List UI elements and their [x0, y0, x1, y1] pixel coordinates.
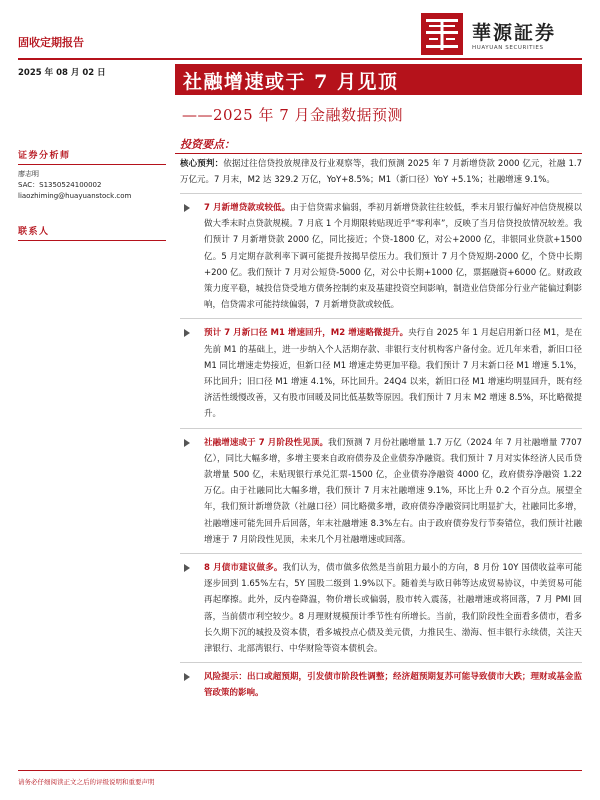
key-points-rule — [175, 153, 582, 154]
bullet-highlight: 8 月债市建议做多。 — [204, 563, 283, 574]
header-rule — [18, 58, 582, 60]
bullet-item — [180, 560, 582, 657]
logo-icon — [420, 12, 464, 56]
risk-highlight: 风险提示：出口或超预期，引发债市阶段性调整；经济超预期复苏可能导致债市大跌；理财或基金监管政策的影响。 — [204, 672, 582, 699]
analyst-rule — [18, 164, 166, 165]
analyst-label: 证券分析师 — [18, 151, 71, 161]
bullet-arrow-icon — [184, 673, 190, 681]
analyst-name: 廖志明 — [18, 170, 39, 178]
page-subtitle: ——2025 年 7 月金融数据预测 — [182, 106, 404, 124]
separator — [180, 193, 582, 194]
separator — [180, 428, 582, 429]
core-lead: 核心预判： — [180, 159, 224, 169]
bullet-arrow-icon — [184, 204, 190, 212]
bullet-item — [180, 325, 582, 422]
bullet-highlight: 社融增速或于 7 月阶段性见顶。 — [204, 437, 329, 448]
title-bar — [175, 64, 582, 95]
bullet-text: 我们预测 7 月份社融增量 1.7 万亿（2024 年 7 月社融增量 7707 亿），同比大幅多增，多增主要来自政府债券及企业债券净融资。我们预计 7 月对实体经济人民币贷款增量 500 亿，未贴现银行承兑汇票-1500 亿，企业债券净融资 4000 亿，政府债券净融资 1.22 万亿。由于社融同比大幅多增，我们预计 7 月末社融增速 9.1%，环比上升 0.2 个百分点。展望全年，我们预计新增贷款（社融口径）同比略微多增，政府债券净融资同比明显扩大，社融同比多增，社融增速可能先回升后回落，年末社融增速 8.3%左右。由于政府债券发行节奏错位，我们预计社融增速于 7 月阶段性见顶，未来几个月社融增速或回落。 — [204, 437, 582, 545]
page-title: 社融增速或于 7 月见顶 — [183, 71, 399, 93]
bullet-arrow-icon — [184, 439, 190, 447]
bullet-highlight: 7 月新增贷款或较低。 — [204, 203, 291, 213]
core-text: 依据过往信贷投放规律及行业观察等，我们预测 2025 年 7 月新增贷款 2000 亿元，社融 1.7 万亿元。7 月末，M2 达 329.2 万亿，YoY+8.5%；M1（新口径）YoY +5.1%；社融增速 9.1%。 — [180, 159, 582, 185]
report-date: 2025 年 08 月 02 日 — [18, 68, 106, 78]
bullet-arrow-icon — [184, 564, 190, 572]
bullet-item — [180, 435, 582, 548]
brand — [420, 12, 580, 62]
risk-warning — [180, 669, 582, 701]
bullet-highlight: 预计 7 月新口径 M1 增速回升，M2 增速略微提升。 — [204, 328, 409, 339]
key-points-heading: 投资要点： — [180, 138, 235, 151]
brand-name-cn: 華源証券 — [472, 22, 557, 44]
footer-disclaimer: 请务必仔细阅读正文之后的评级说明和重要声明 — [18, 778, 155, 786]
analyst-email[interactable]: liaozhiming@huayuanstock.com — [18, 192, 132, 200]
contact-rule — [18, 240, 166, 241]
main-content — [180, 157, 582, 702]
analyst-sac: SAC：S1350524100002 — [18, 181, 102, 189]
core-forecast — [180, 157, 582, 188]
bullet-item — [180, 200, 582, 313]
bullet-text: 央行自 2025 年 1 月起启用新口径 M1，是在先前 M1 的基础上，进一步纳入个人活期存款、非银行支付机构客户备付金。近几年来看，新旧口径 M1 同比增速走势接近，但新口径 M1 增速走势更加平稳。我们预计 7 月末新口径 M1 增速 5.1%，环比回升；旧口径 M1 增速 4.1%，环比回升。24Q4 以来，新旧口径 M1 增速均明显回升，既有经济活性缓慢改善，又有股市回暖及同比低基数等原因。我们预计 7 月末 M2 增速 8.5%，环比略微提升。 — [204, 328, 582, 420]
separator — [180, 662, 582, 663]
contact-label: 联系人 — [18, 227, 50, 237]
report-type: 固收定期报告 — [18, 36, 84, 49]
footer-rule — [18, 770, 582, 771]
bullet-arrow-icon — [184, 329, 190, 337]
separator — [180, 318, 582, 319]
bullet-text: 由于信贷需求偏弱，季初月新增贷款往往较低，季末月银行偏好冲信贷规模以做大季末时点贷款规模。7 月底 1 个月期限转贴现近乎“零利率”，反映了当月信贷投放情况较差。我们预计 7 月新增贷款 2000 亿，同比接近；个贷-1800 亿，对公+2000 亿，非银同业贷款+1500 亿。5 月定期存款利率下调可能提升按揭早偿压力。我们预计 7 月个贷短期-2000 亿，个贷中长期+200 亿。我们预计 7 月对公短贷-5000 亿，对公中长期+1000 亿，票据融资+6000 亿。财政政策力度平稳，城投信贷受地方债务控制约束及基建投资空间影响，制造业信贷部分行业产能偏过剩影响，信贷需求可能持续偏弱，7 月新增贷款或较低。 — [204, 203, 582, 311]
bullet-text: 我们认为，债市做多依然是当前阻力最小的方向，8 月份 10Y 国债收益率可能逐步回到 1.65%左右，5Y 国股二级到 1.9%以下。随着美与欧日韩等达成贸易协议，中美贸易可能再起摩擦。此外，反内卷降温，物价增长或偏弱，股市转入震荡，社融增速或将回落，7 月 PMI 回落，当前债市利空较少。8 月理财规模预计季节性有所增长。当前，我们阶段性全面看多债市，看多长久期下沉的城投及资本债，看多城投点心债及美元债，力推民生、渤海、恒丰银行永续债，关注天津银行、北部湾银行、中华财险等资本债机会。 — [204, 563, 582, 655]
separator — [180, 553, 582, 554]
sidebar — [18, 148, 166, 245]
brand-name-en: HUAYUAN SECURITIES — [472, 45, 544, 51]
